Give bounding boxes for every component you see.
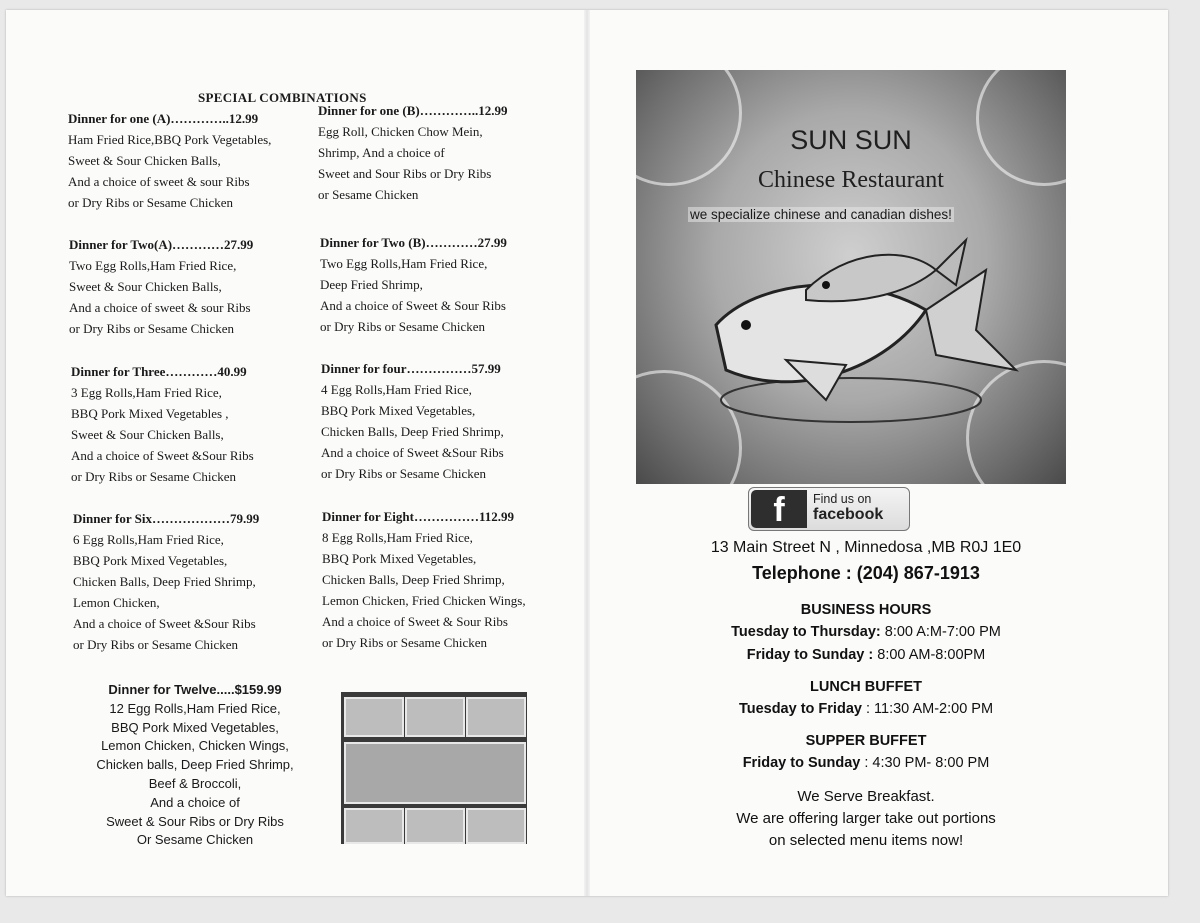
combo-line: And a choice of xyxy=(150,794,240,810)
food-tray xyxy=(405,697,465,737)
combo-line: Chicken Balls, Deep Fried Shrimp, xyxy=(321,424,504,439)
hours-time: 8:00 AM-8:00PM xyxy=(873,647,986,663)
combo-line: or Dry Ribs or Sesame Chicken xyxy=(71,469,237,484)
food-tray xyxy=(344,697,404,737)
combo-line: And a choice of sweet & sour Ribs xyxy=(69,300,251,315)
combo-heading: Dinner for Two (B)…………27.99 xyxy=(320,235,507,250)
combo-line: BBQ Pork Mixed Vegetables, xyxy=(321,403,476,418)
combo-line: or Sesame Chicken xyxy=(318,187,419,202)
combo-dinner-six xyxy=(73,508,318,655)
business-hours-title: BUSINESS HOURS xyxy=(800,602,932,618)
combo-line: or Dry Ribs or Sesame Chicken xyxy=(321,466,487,481)
note-line: We Serve Breakfast. xyxy=(797,788,935,805)
combo-line: Chicken Balls, Deep Fried Shrimp, xyxy=(73,574,256,589)
combo-line: And a choice of sweet & sour Ribs xyxy=(68,174,250,189)
combo-dinner-eight xyxy=(322,506,567,653)
food-tray xyxy=(344,742,526,804)
hours-time: : 4:30 PM- 8:00 PM xyxy=(860,755,990,771)
combo-line: Sweet & Sour Chicken Balls, xyxy=(68,153,221,168)
combo-dinner-two-b xyxy=(320,232,565,337)
combo-line: 4 Egg Rolls,Ham Fried Rice, xyxy=(321,382,472,397)
combo-line: Two Egg Rolls,Ham Fried Rice, xyxy=(69,258,237,273)
combo-dinner-two-a xyxy=(69,234,314,339)
combo-line: 6 Egg Rolls,Ham Fried Rice, xyxy=(73,532,224,547)
facebook-f-icon: f xyxy=(751,490,807,528)
page-fold xyxy=(584,10,590,896)
combo-heading: Dinner for four……………57.99 xyxy=(321,361,501,376)
facebook-wordmark: facebook xyxy=(813,506,884,523)
combo-line: BBQ Pork Mixed Vegetables, xyxy=(111,719,279,735)
restaurant-subtitle: Chinese Restaurant xyxy=(758,167,944,193)
combo-line: Sweet and Sour Ribs or Dry Ribs xyxy=(318,166,492,181)
combo-line: Or Sesame Chicken xyxy=(136,832,254,848)
special-combinations-title: SPECIAL COMBINATIONS xyxy=(198,90,367,105)
address: 13 Main Street N , Minnedosa ,MB R0J 1E0 xyxy=(710,539,1022,556)
combo-line: Beef & Broccoli, xyxy=(148,775,242,791)
combo-line: Sweet & Sour Ribs or Dry Ribs xyxy=(106,813,284,829)
combo-line: Sweet & Sour Chicken Balls, xyxy=(71,427,224,442)
hours-days: Friday to Sunday xyxy=(742,755,861,771)
combo-line: Lemon Chicken, Chicken Wings, xyxy=(101,738,289,754)
restaurant-tagline: we specialize chinese and canadian dishes! xyxy=(690,207,952,222)
combo-line: Lemon Chicken, Fried Chicken Wings, xyxy=(322,593,526,608)
combo-line: Shrimp, And a choice of xyxy=(318,145,445,160)
combo-line: BBQ Pork Mixed Vegetables, xyxy=(322,551,477,566)
combo-heading: Dinner for Twelve.....$159.99 xyxy=(108,682,282,697)
combo-line: BBQ Pork Mixed Vegetables , xyxy=(71,406,229,421)
restaurant-logo xyxy=(636,70,1066,484)
combo-dinner-twelve xyxy=(80,681,310,850)
combo-dinner-one-b xyxy=(318,100,563,205)
facebook-badge[interactable] xyxy=(748,487,910,531)
business-hours-row xyxy=(660,624,1072,640)
note-line: We are offering larger take out portions xyxy=(736,810,996,827)
hours-days: Tuesday to Thursday: xyxy=(731,624,881,640)
food-tray xyxy=(466,697,526,737)
combo-heading: Dinner for one (A)…………..12.99 xyxy=(68,111,259,126)
combo-line: And a choice of Sweet & Sour Ribs xyxy=(322,614,508,629)
combo-heading: Dinner for one (B)…………..12.99 xyxy=(318,103,508,118)
food-tray xyxy=(466,808,526,844)
combo-dinner-four xyxy=(321,358,566,484)
combo-line: Sweet & Sour Chicken Balls, xyxy=(69,279,222,294)
food-tray xyxy=(405,808,465,844)
combo-heading: Dinner for Eight……………112.99 xyxy=(322,509,515,524)
hours-days: Tuesday to Friday xyxy=(738,701,862,717)
restaurant-name: SUN SUN xyxy=(790,125,912,155)
combo-line: And a choice of Sweet &Sour Ribs xyxy=(73,616,256,631)
combo-dinner-three xyxy=(71,361,316,487)
combo-line: or Dry Ribs or Sesame Chicken xyxy=(68,195,234,210)
combo-dinner-one-a xyxy=(68,108,313,213)
combo-heading: Dinner for Six………………79.99 xyxy=(73,511,260,526)
combo-line: 3 Egg Rolls,Ham Fried Rice, xyxy=(71,385,222,400)
combo-line: And a choice of Sweet & Sour Ribs xyxy=(320,298,506,313)
food-tray xyxy=(344,808,404,844)
buffet-food-photo xyxy=(341,692,527,844)
note-line: on selected menu items now! xyxy=(768,832,964,849)
hours-time: : 11:30 AM-2:00 PM xyxy=(861,701,994,717)
combo-line: Ham Fried Rice,BBQ Pork Vegetables, xyxy=(68,132,272,147)
lunch-buffet-title: LUNCH BUFFET xyxy=(810,679,922,695)
supper-buffet-row xyxy=(660,755,1072,771)
combo-line: And a choice of Sweet &Sour Ribs xyxy=(71,448,254,463)
combo-line: Lemon Chicken, xyxy=(73,595,160,610)
combo-line: BBQ Pork Mixed Vegetables, xyxy=(73,553,228,568)
business-hours-row xyxy=(660,647,1072,663)
combo-heading: Dinner for Three…………40.99 xyxy=(71,364,247,379)
combo-heading: Dinner for Two(A)…………27.99 xyxy=(69,237,254,252)
telephone: Telephone : (204) 867-1913 xyxy=(752,563,980,583)
hours-time: 8:00 A:M-7:00 PM xyxy=(880,624,1001,640)
combo-line: Chicken balls, Deep Fried Shrimp, xyxy=(96,757,294,773)
facebook-find-label: Find us on xyxy=(813,492,872,506)
combo-line: Deep Fried Shrimp, xyxy=(320,277,423,292)
combo-line: or Dry Ribs or Sesame Chicken xyxy=(69,321,235,336)
combo-line: 8 Egg Rolls,Ham Fried Rice, xyxy=(322,530,473,545)
combo-line: or Dry Ribs or Sesame Chicken xyxy=(320,319,486,334)
combo-line: Two Egg Rolls,Ham Fried Rice, xyxy=(320,256,488,271)
combo-line: or Dry Ribs or Sesame Chicken xyxy=(73,637,239,652)
combo-line: And a choice of Sweet &Sour Ribs xyxy=(321,445,504,460)
supper-buffet-title: SUPPER BUFFET xyxy=(805,733,927,749)
combo-line: or Dry Ribs or Sesame Chicken xyxy=(322,635,488,650)
hours-days: Friday to Sunday : xyxy=(746,647,874,663)
combo-line: 12 Egg Rolls,Ham Fried Rice, xyxy=(109,700,281,716)
combo-line: Chicken Balls, Deep Fried Shrimp, xyxy=(322,572,505,587)
lunch-buffet-row xyxy=(660,701,1072,717)
combo-line: Egg Roll, Chicken Chow Mein, xyxy=(318,124,483,139)
